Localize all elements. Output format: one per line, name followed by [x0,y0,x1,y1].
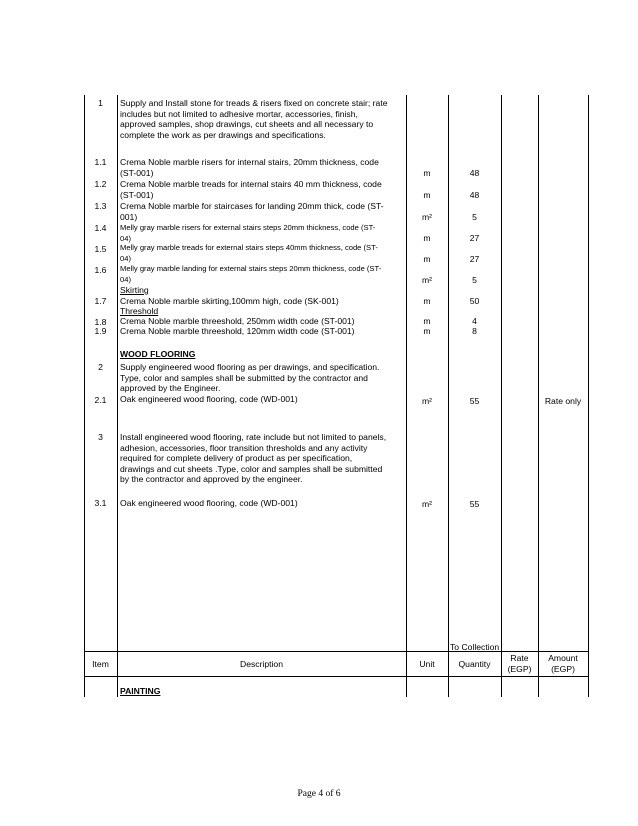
item-quantity: 48 [469,167,480,178]
item-description: Melly gray marble treads for external stairs steps 40mm thickness, code (ST- [120,243,378,252]
item-description: Melly gray marble risers for external stairs steps 20mm thickness, code (ST- [120,223,376,232]
item-unit: m [423,253,431,264]
item-description: 001) [120,211,138,222]
item-number: 1.8 [94,317,107,327]
column-header-item: Item [92,659,109,669]
item-quantity: 27 [469,232,480,243]
to-collection-label: To Collection [450,642,500,652]
item-quantity: 55 [469,396,480,406]
item-description: 04) [120,253,131,263]
item-description: Crema Noble marble threeshold, 250mm width code (ST-001) [120,315,355,326]
item-description: (ST-001) [120,167,154,178]
item-number: 2.1 [94,395,107,405]
item-number: 1.5 [94,244,107,254]
item-description: Oak engineered wood flooring, code (WD-001) [120,498,298,508]
item-description: Oak engineered wood flooring, code (WD-001) [120,394,298,404]
column-header-rate: Rate [510,653,529,663]
item-description: required for complete delivery of product as per specification, [120,453,353,464]
grid-line [84,676,588,677]
item-quantity: 27 [469,253,480,264]
item-description: Crema Noble marble for staircases for landing 20mm thick, code (ST- [120,201,384,211]
item-description: approved samples, shop drawings, cut sheets and all necessary to [120,119,374,130]
column-header-amount: Amount [548,653,578,663]
item-unit: m² [421,274,433,285]
item-number: 1.9 [94,326,107,336]
item-description: Supply and Install stone for treads & risers fixed on concrete stair; rate [120,98,388,108]
page-number: Page 4 of 6 [297,789,341,799]
item-description: Install engineered wood flooring, rate include but not limited to panels, [120,432,387,442]
item-number: 2 [98,362,103,372]
item-description: adhesion, accessories, floor transition thresholds and any activity [120,442,368,453]
item-description: (ST-001) [120,189,154,200]
column-header-amount-currency: (EGP) [551,664,575,674]
grid-line [84,651,588,652]
item-unit: m [423,167,431,178]
item-description: Crema Noble marble risers for internal stairs, 20mm thickness, code [120,157,379,167]
item-number: 1.6 [94,265,107,275]
item-unit: m² [421,499,433,509]
item-quantity: 50 [469,295,480,306]
item-unit: m² [421,396,433,406]
item-description: Type, color and samples shall be submitted by the contractor and [120,372,368,383]
column-header-unit: Unit [419,659,435,669]
item-quantity: 55 [469,499,480,509]
item-quantity: 5 [472,274,477,285]
rate-note: Rate only [544,396,582,406]
grid-line [117,95,118,697]
item-quantity: 4 [472,315,477,326]
item-number: 1.1 [94,157,107,167]
item-unit: m² [421,211,433,222]
item-description: approved by the Engineer. [120,383,221,394]
subheading-skirting: Skirting [120,285,149,295]
item-quantity: 5 [472,211,477,222]
section-heading-wood-flooring: WOOD FLOORING [120,349,196,359]
item-number: 1 [98,98,103,108]
item-quantity: 48 [469,189,480,200]
item-description: Melly gray marble landing for external stairs steps 20mm thickness, code (ST- [120,264,382,273]
item-unit: m [423,315,431,326]
item-description: complete the work as per drawings and specifications. [120,129,326,140]
grid-line [501,95,502,697]
section-heading-painting: PAINTING [120,686,161,696]
column-header-rate-currency: (EGP) [507,664,532,674]
item-quantity: 8 [472,325,477,336]
item-number: 1.7 [94,296,107,306]
item-description: 04) [120,274,131,284]
item-description: by the contractor and approved by the engineer. [120,474,303,485]
item-number: 1.3 [94,201,107,211]
item-number: 1.4 [94,223,107,233]
grid-line [588,95,589,697]
item-unit: m [423,189,431,200]
item-number: 3.1 [94,498,107,508]
column-header-description: Description [240,659,283,669]
subheading-threshold: Threshold [120,306,159,316]
item-description: Supply engineered wood flooring as per drawings, and specification. [120,362,380,372]
item-description: Crema Noble marble treads for internal stairs 40 mm thickness, code [120,179,382,189]
column-header-quantity: Quantity [458,659,491,669]
item-description: drawings and cut sheets .Type, color and samples shall be submitted [120,463,383,474]
item-unit: m [423,295,431,306]
item-number: 3 [98,432,103,442]
item-description: Crema Noble marble threeshold, 120mm width code (ST-001) [120,325,355,336]
item-unit: m [423,325,431,336]
item-description: Crema Noble marble skirting,100mm high, code (SK-001) [120,295,339,306]
item-unit: m [423,232,431,243]
item-description: includes but not limited to adhesive mortar, accessories, finish, [120,108,358,119]
item-description: 04) [120,233,131,243]
item-number: 1.2 [94,179,107,189]
